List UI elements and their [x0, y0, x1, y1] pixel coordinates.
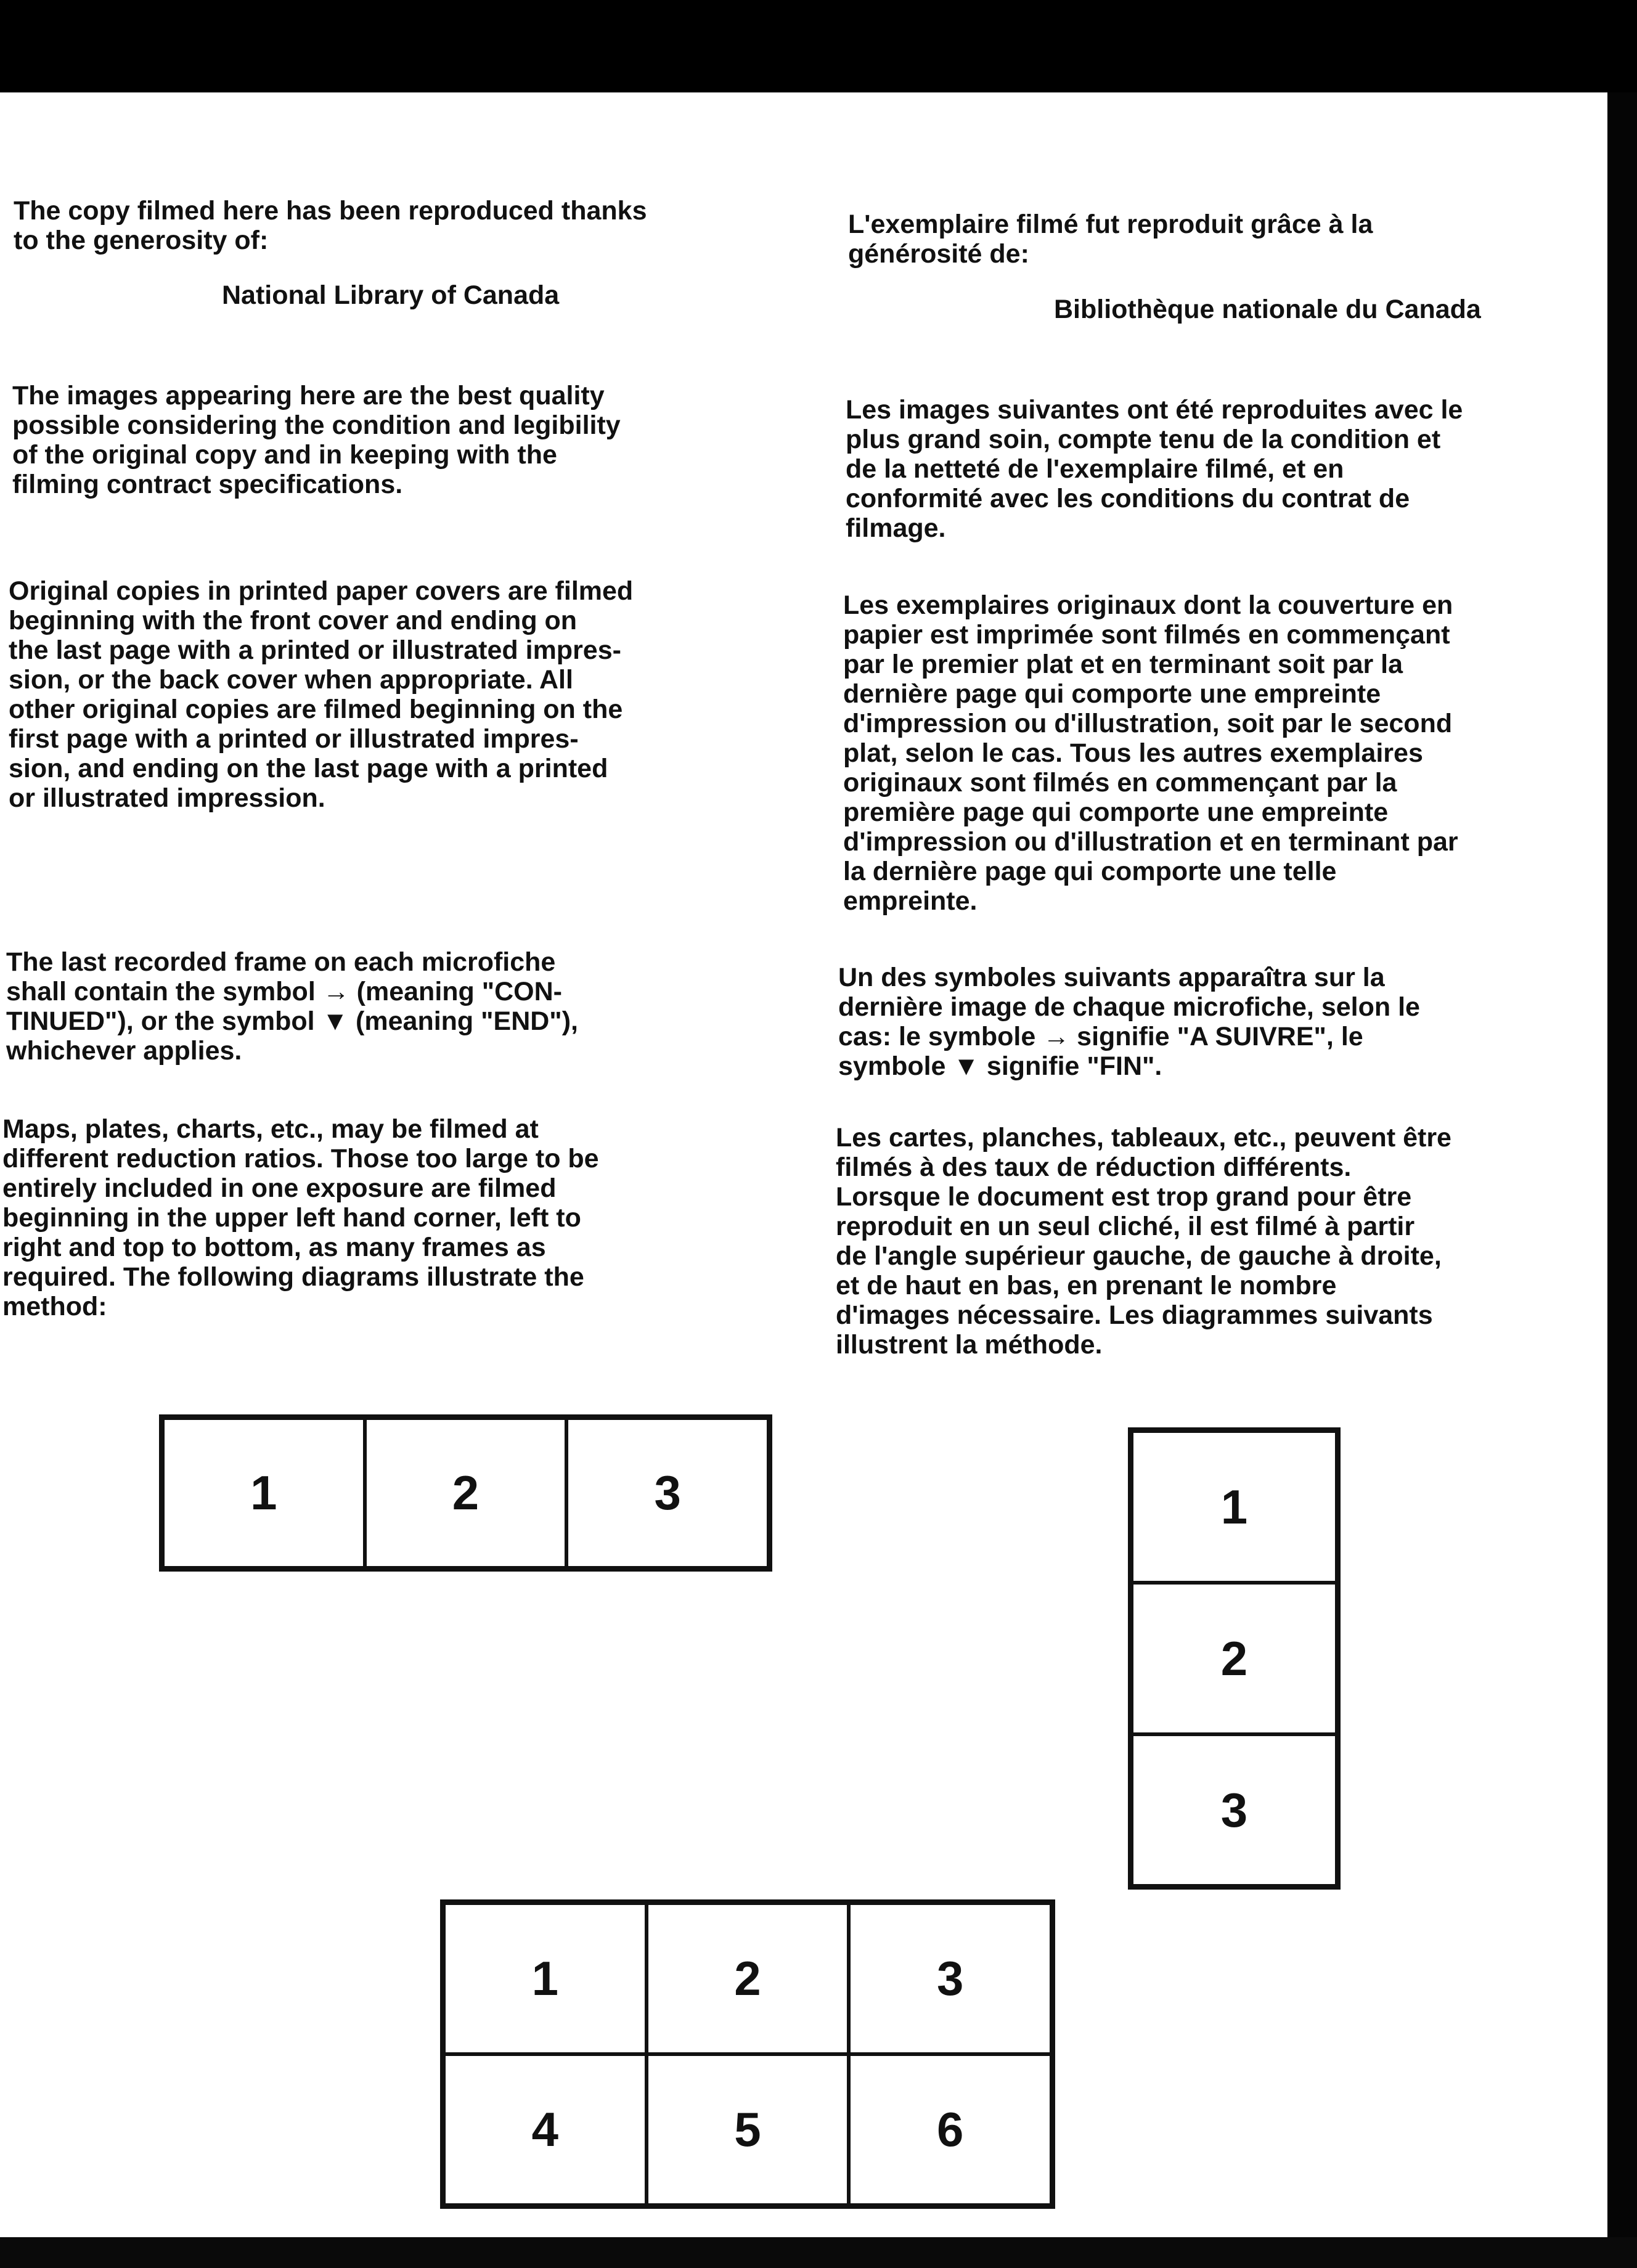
film-edge-bottom: [0, 2237, 1637, 2268]
english-ack-institution: National Library of Canada: [222, 280, 560, 310]
diagram-cell: 1: [163, 1418, 365, 1568]
diagram-cell: 2: [647, 1903, 849, 2054]
diagram-cell: 4: [444, 2054, 647, 2205]
english-order-paragraph: Original copies in printed paper covers are filmed beginning with the front cover and ending on the last page with a printed or illustrated impres- sion, or the back cover when appropriate. All other original copies are filmed beginning on the first page with a printed or illustrated impres- sion, and ending on the last page with a printed or illustrated impression.: [9, 576, 634, 813]
diagram-cell: 2: [365, 1418, 567, 1568]
english-quality-paragraph: The images appearing here are the best quality possible considering the condition and legibility of the original copy and in keeping with the filming contract specifications.: [12, 381, 621, 499]
french-maps-paragraph: Les cartes, planches, tableaux, etc., peuvent être filmés à des taux de réduction différents. Lorsque le document est trop grand pour être reproduit en un seul cliché, il est filmé à partir de l'angle supérieur gauche, de gauche à droite, et de haut en bas, en prenant le nombre d'images nécessaire. Les diagrammes suivants illustrent la méthode.: [836, 1123, 1451, 1360]
film-edge-right: [1607, 92, 1637, 2237]
diagram-cell: 5: [647, 2054, 849, 2205]
arrow-right-icon: →: [322, 977, 349, 1006]
french-symbols-paragraph: Un des symboles suivants apparaîtra sur la dernière image de chaque microfiche, selon le cas: le symbole → signifie "A SUIVRE", le symbole ▼ signifie "FIN".: [838, 963, 1420, 1081]
english-maps-paragraph: Maps, plates, charts, etc., may be filmed at different reduction ratios. Those too large to be entirely included in one exposure are filmed beginning in the upper left hand corner, left to right and top to bottom, as many frames as required. The following diagrams illustrate the method:: [2, 1114, 599, 1321]
french-ack-intro: L'exemplaire filmé fut reproduit grâce à la générosité de:: [848, 210, 1373, 269]
french-order-paragraph: Les exemplaires originaux dont la couverture en papier est imprimée sont filmés en commençant par le premier plat et en terminant soit par la dernière page qui comporte une empreinte d'impression ou d'illustration, soit par le second plat, selon le cas. Tous les autres exemplaires originaux sont filmés en commençant par la première page qui comporte une empreinte d'impression ou d'illustration et en terminant par la dernière page qui comporte une telle empreinte.: [843, 590, 1458, 916]
diagram-cell: 6: [849, 2054, 1051, 2205]
diagram-cell: 3: [849, 1903, 1051, 2054]
french-ack-institution: Bibliothèque nationale du Canada: [1054, 295, 1481, 324]
diagram-cell: 2: [1132, 1583, 1337, 1734]
diagram-cell: 1: [444, 1903, 647, 2054]
diagram-cell: 3: [1132, 1734, 1337, 1886]
triangle-down-icon: ▼: [322, 1006, 349, 1036]
english-symbols-paragraph: The last recorded frame on each microfiche shall contain the symbol → (meaning "CON- TINUED"), or the symbol ▼ (meaning "END"), whichever applies.: [6, 947, 578, 1066]
french-quality-paragraph: Les images suivantes ont été reproduites avec le plus grand soin, compte tenu de la condition et de la netteté de l'exemplaire filmé, et en conformité avec les conditions du contrat de filmage.: [846, 395, 1463, 543]
diagram-vertical: [1128, 1427, 1341, 1890]
arrow-right-icon: →: [1043, 1022, 1070, 1051]
diagram-horizontal: [159, 1414, 772, 1572]
triangle-down-icon: ▼: [953, 1051, 979, 1081]
diagram-grid: [440, 1899, 1055, 2209]
english-ack-intro: The copy filmed here has been reproduced thanks to the generosity of:: [14, 196, 647, 255]
diagram-cell: 1: [1132, 1431, 1337, 1583]
diagram-cell: 3: [566, 1418, 769, 1568]
